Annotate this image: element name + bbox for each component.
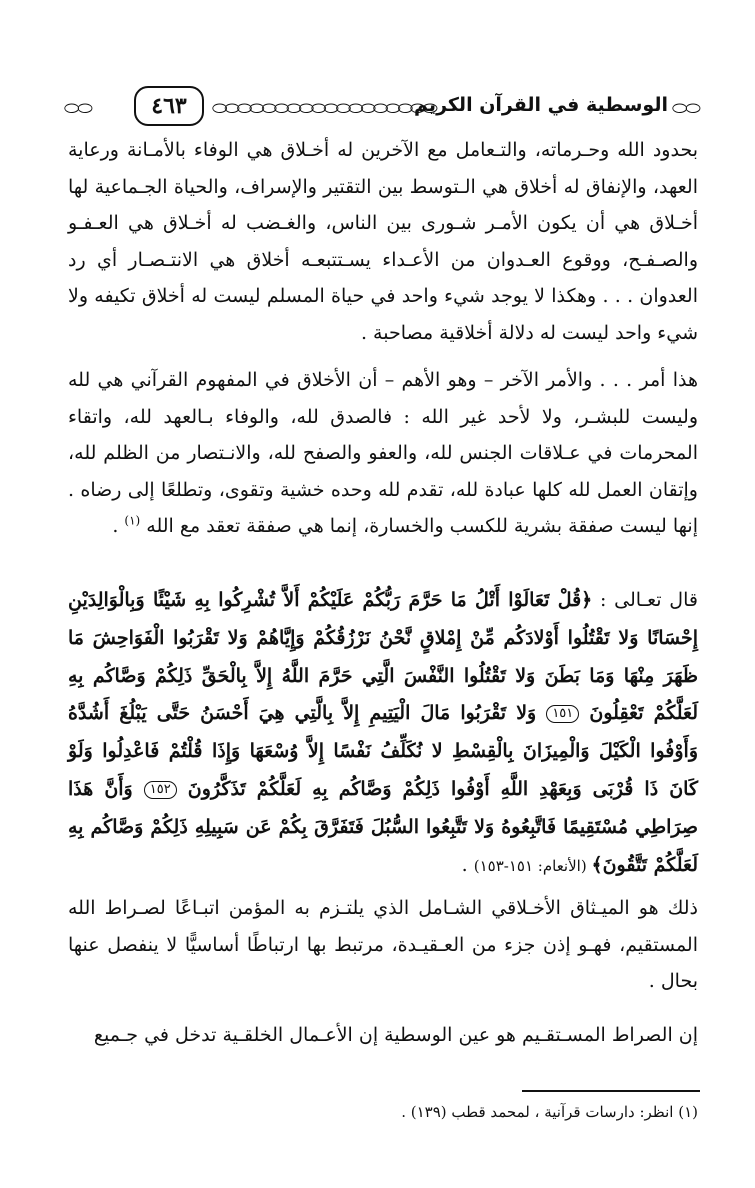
paragraph-end: . — [461, 853, 474, 876]
paragraph-ethics-for-god — [68, 362, 698, 545]
surah-reference: (الأنعام: ١٥١-١٥٣) — [473, 856, 592, 875]
paragraph-ethics-domains: بحدود الله وحـرماته، والتـعامل مع الآخرين له أخـلاق هي الوفاء بالأمـانة ورعاية العهد، والإنفاق له أخلاق هي الـتوسط بين التقتير والإسراف، والحياة الجـماعية لها أخـلاق هي أن يكون الأمـر شـورى بين الناس، والغـضب له أخـلاق هي العـفـو والصـفـح، ووقوع العـدوان من الأعـداء يسـتتبعـه أخلاق هي الانتـصـار أي رد العدوان . . . وهكذا لا يوجد شيء واحد في حياة المسلم ليست له أخلاق تكيفه ولا شيء واحد ليست له دلالة أخلاقية مصاحبة . — [68, 139, 698, 344]
quote-intro: قال تعـالى : — [592, 589, 698, 611]
footnote: (١) انظر: دارسات قرآنية ، لمحمد قطب (١٣٩) . — [401, 1103, 698, 1121]
ayah-number-152: ١٥٢ — [144, 781, 177, 799]
page-number-frame — [134, 86, 204, 126]
running-title: الوسطية في القرآن الكريم — [414, 94, 668, 116]
ornament-left: ⬭⬭ — [64, 98, 91, 119]
footnote-separator — [522, 1090, 700, 1092]
quran-verses-151: ﴿قُلْ تَعَالَوْا أَتْلُ مَا حَرَّمَ رَبُّكُمْ عَلَيْكُمْ أَلاَّ تُشْرِكُوا بِهِ شَيْئًا وَبِالْوَالِدَيْنِ إِحْسَانًا وَلا تَقْتُلُوا أَوْلادَكُم مِّنْ إِمْلاقٍ نَّحْنُ نَرْزُقُكُمْ وَإِيَّاهُمْ وَلا تَقْرَبُوا الْفَوَاحِشَ مَا ظَهَرَ مِنْهَا وَمَا بَطَنَ وَلا تَقْتُلُوا النَّفْسَ الَّتِي حَرَّمَ اللَّهُ إِلاَّ بِالْحَقِّ ذَلِكُمْ وَصَّاكُم بِهِ لَعَلَّكُمْ تَعْقِلُونَ — [68, 589, 698, 725]
quran-verses-153: وَأَنَّ هَذَا صِرَاطِي مُسْتَقِيمًا فَاتَّبِعُوهُ وَلا تَتَّبِعُوا السُّبُلَ فَتَفَرَّقَ بِكُمْ عَن سَبِيلِهِ ذَلِكُمْ وَصَّاكُم بِهِ لَعَلَّكُمْ تَتَّقُونَ﴾ — [68, 777, 698, 876]
quran-verses-152: وَلا تَقْرَبُوا مَالَ الْيَتِيمِ إِلاَّ بِالَّتِي هِيَ أَحْسَنُ حَتَّى يَبْلُغَ أَشُدَّهُ وَأَوْفُوا الْكَيْلَ وَالْمِيزَانَ بِالْقِسْطِ لا نُكَلِّفُ نَفْسًا إِلاَّ وُسْعَهَا وَإِذَا قُلْتُمْ فَاعْدِلُوا وَلَوْ كَانَ ذَا قُرْبَى وَبِعَهْدِ اللَّهِ أَوْفُوا ذَلِكُمْ وَصَّاكُم بِهِ لَعَلَّكُمْ تَذَكَّرُونَ — [68, 702, 698, 800]
paragraph-straight-path: إن الصراط المسـتقـيم هو عين الوسطية إن الأعـمال الخلقـية تدخل في جـميع — [93, 1024, 698, 1046]
paragraph-end: . — [112, 515, 125, 537]
paragraph-moral-covenant: ذلك هو الميـثاق الأخـلاقي الشـامل الذي يلتـزم به المؤمن اتبـاعًا لصـراط الله المستقيم، فهـو إذن جزء من العـقيـدة، مرتبط بها ارتباطًا أساسيًّا لا ينفصل عنها بحال . — [68, 897, 698, 992]
ayah-number-151: ١٥١ — [546, 705, 579, 723]
paragraph-quran-quote — [68, 582, 698, 885]
footnote-marker: (١) — [124, 513, 141, 528]
page-header — [60, 84, 700, 130]
page-number: ٤٦٣ — [151, 93, 187, 119]
ornament-band: ⬭⬭⬭⬭⬭⬭⬭⬭⬭⬭⬭⬭⬭⬭⬭⬭⬭⬭ — [212, 98, 435, 119]
paragraph-text: هذا أمر . . . والأمر الآخر – وهو الأهم – أن الأخلاق في المفهوم القرآني هي لله وليست للبشـر، ولا لأحد غير الله : فالصدق لله، والوفاء بـالعهد لله، واتقاء المحرمات في عـلاقات الجنس لله، والعفو والصفح لله، والانـتصار من الظلم لله، وإتقان العمل لله كلها عبادة لله، تقدم لله وحده خشية وتقوى، وتطلعًا إلى رضاه . إنها ليست صفقة بشرية للكسب والخسارة، إنما هي صفقة تعقد مع الله — [68, 369, 698, 537]
ornament-right: ⬭⬭ — [672, 98, 699, 119]
